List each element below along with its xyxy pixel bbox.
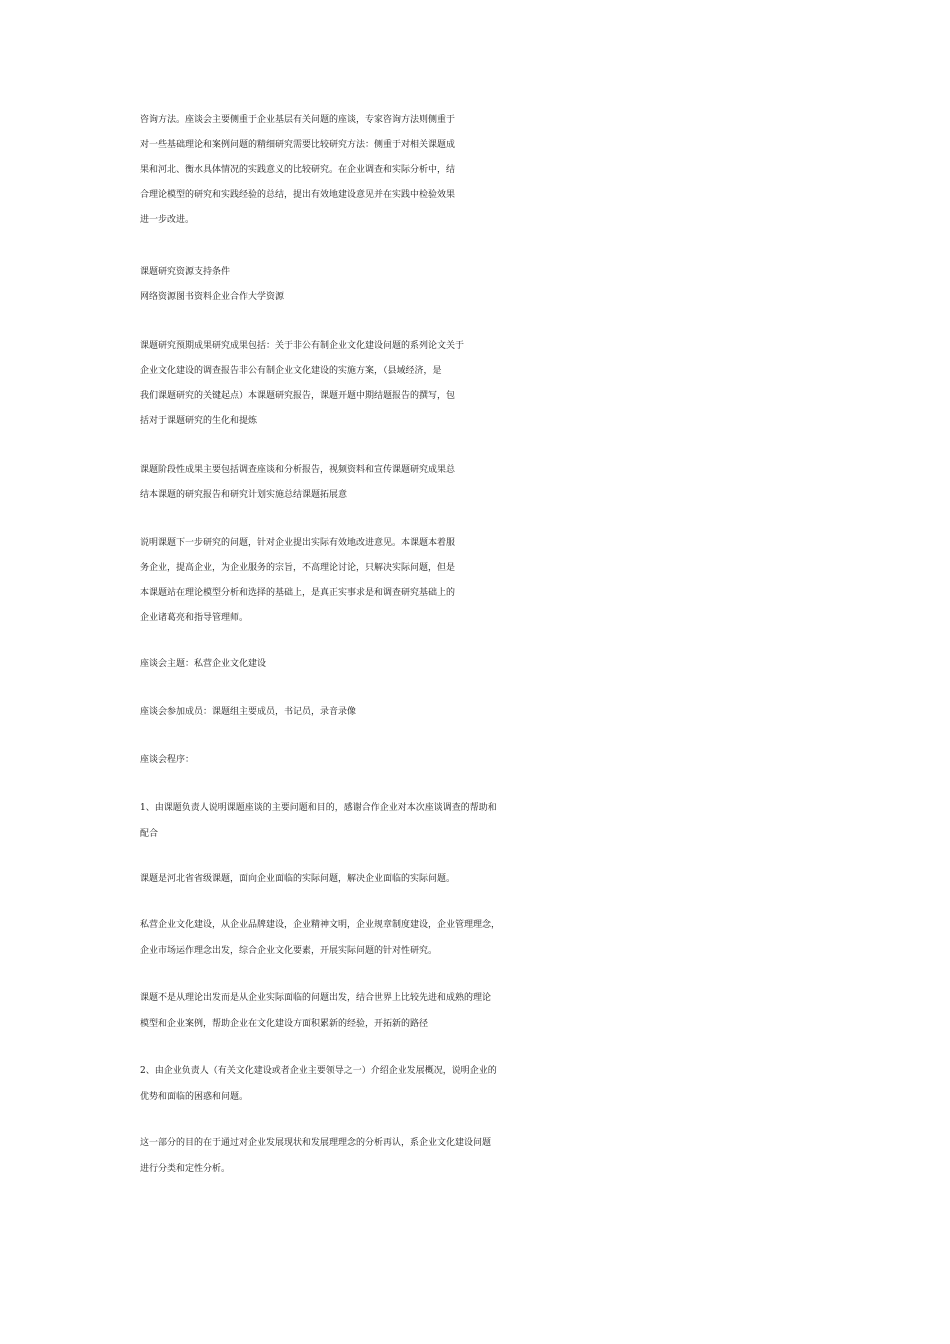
text-line: 配合: [140, 829, 159, 839]
text-line: 模型和企业案例，帮助企业在文化建设方面积累新的经验，开拓新的路径: [140, 1019, 429, 1029]
paragraph-forum-procedure: [140, 747, 830, 773]
paragraph-next-steps: [140, 531, 830, 631]
text-line: 座谈会参加成员：课题组主要成员，书记员，录音录像: [140, 707, 357, 717]
paragraph-private-enterprise-culture: [140, 912, 830, 964]
text-line: 私营企业文化建设，从企业品牌建设，企业精神文明，企业规章制度建设，企业管理理念，: [140, 920, 501, 930]
paragraph-forum-members: [140, 699, 830, 725]
paragraph-stage-results: [140, 458, 830, 508]
paragraph-provincial-topic: [140, 866, 830, 892]
text-line: 本课题站在理论模型分析和选择的基础上，是真正实事求是和调查研究基础上的: [140, 588, 456, 598]
paragraph-resource-support: [140, 260, 830, 310]
text-line: 2、由企业负责人（有关文化建设或者企业主要领导之一）介绍企业发展概况，说明企业的: [140, 1066, 497, 1076]
text-line: 优势和面临的困惑和问题。: [140, 1092, 249, 1102]
text-line: 合理论模型的研究和实践经验的总结，提出有效地建设意见并在实践中检验效果: [140, 190, 456, 200]
paragraph-step-2: [140, 1058, 830, 1110]
text-line: 咨询方法。座谈会主要侧重于企业基层有关问题的座谈，专家咨询方法则侧重于: [140, 115, 456, 125]
text-line: 座谈会主题：私营企业文化建设: [140, 659, 267, 669]
paragraph-expected-results: [140, 334, 830, 434]
text-line: 座谈会程序：: [140, 755, 195, 765]
paragraph-step-1: [140, 795, 830, 847]
text-line: 课题研究预期成果研究成果包括：关于非公有制企业文化建设问题的系列论文关于: [140, 341, 465, 351]
text-line: 课题不是从理论出发而是从企业实际面临的问题出发，结合世界上比较先进和成熟的理论: [140, 993, 492, 1003]
text-line: 课题研究资源支持条件: [140, 267, 231, 277]
text-line: 进一步改进。: [140, 215, 195, 225]
text-line: 务企业，提高企业，为企业服务的宗旨，不高理论讨论，只解决实际问题，但是: [140, 563, 456, 573]
text-line: 企业市场运作理念出发，综合企业文化要素，开展实际问题的针对性研究。: [140, 946, 438, 956]
paragraph-research-methods: [140, 108, 830, 233]
text-line: 结本课题的研究报告和研究计划实施总结课题拓展意: [140, 490, 348, 500]
text-line: 企业诸葛亮和指导管理师。: [140, 613, 249, 623]
text-line: 1、由课题负责人说明课题座谈的主要问题和目的，感谢合作企业对本次座谈调查的帮助和: [140, 803, 497, 813]
text-line: 括对于课题研究的生化和提炼: [140, 416, 258, 426]
text-line: 这一部分的目的在于通过对企业发展现状和发展理理念的分析再认，系企业文化建设问题: [140, 1138, 492, 1148]
paragraph-step-2-purpose: [140, 1130, 830, 1182]
text-line: 网络资源图书资料企业合作大学资源: [140, 292, 285, 302]
text-line: 我们课题研究的关键起点）本课题研究报告，课题开题中期结题报告的撰写，包: [140, 391, 456, 401]
text-line: 课题是河北省省级课题，面向企业面临的实际问题，解决企业面临的实际问题。: [140, 874, 456, 884]
text-line: 课题阶段性成果主要包括调查座谈和分析报告，视频资料和宣传课题研究成果总: [140, 465, 456, 475]
text-line: 说明课题下一步研究的问题，针对企业提出实际有效地改进意见。本课题本着服: [140, 538, 456, 548]
text-line: 对一些基础理论和案例问题的精细研究需要比较研究方法：侧重于对相关课题成: [140, 140, 456, 150]
text-line: 果和河北、衡水具体情况的实践意义的比较研究。在企业调查和实际分析中，结: [140, 165, 456, 175]
text-line: 企业文化建设的调查报告非公有制企业文化建设的实施方案，（县域经济，是: [140, 366, 442, 376]
paragraph-practical-approach: [140, 985, 830, 1037]
paragraph-forum-theme: [140, 651, 830, 677]
text-line: 进行分类和定性分析。: [140, 1164, 231, 1174]
